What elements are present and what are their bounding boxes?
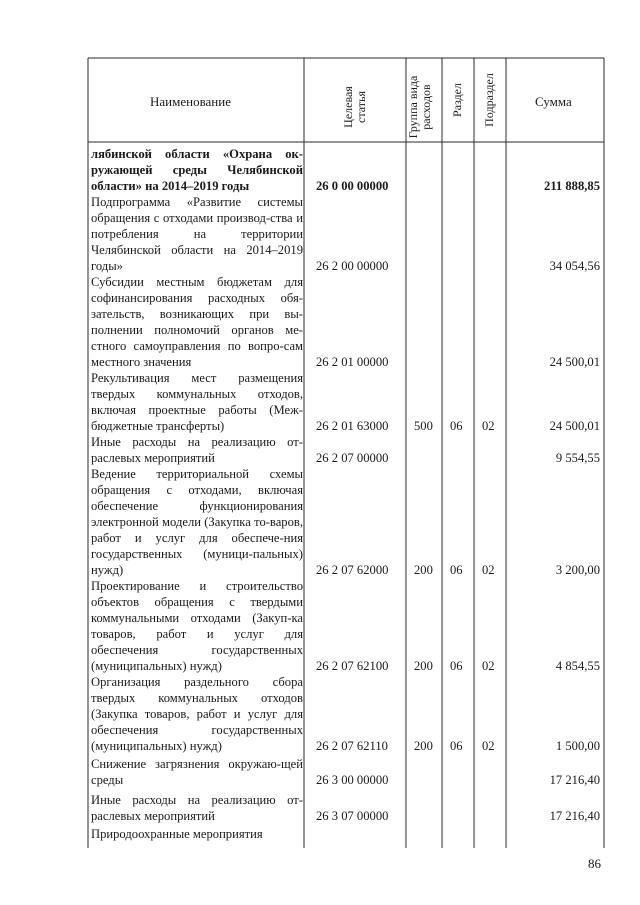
row-subsection: 02 <box>482 563 495 577</box>
row-code: 26 2 07 62000 <box>316 563 389 577</box>
row-code: 26 3 00 00000 <box>316 773 389 787</box>
row-group: 200 <box>414 739 433 753</box>
row-amount: 34 054,56 <box>549 259 600 273</box>
header-amount: Сумма <box>535 94 572 109</box>
header-name: Наименование <box>150 94 231 109</box>
row-name: Субсидии местным бюджетам для софинансирования расходных обя-зательств, возникающих при вы-полнении полномочий органов ме-стного самоуправления по вопро-сам местного значения <box>91 275 303 369</box>
row-amount: 1 500,00 <box>555 739 600 753</box>
row-amount: 9 554,55 <box>555 451 600 465</box>
row-amount: 211 888,85 <box>544 179 600 193</box>
header-target-article: Целевая статья <box>341 86 368 128</box>
row-amount: 17 216,40 <box>549 809 600 823</box>
row-code: 26 2 00 00000 <box>316 259 389 273</box>
row-section: 06 <box>450 563 463 577</box>
header-subsection: Подраздел <box>482 73 496 127</box>
row-name: Иные расходы на реализацию от-раслевых мероприятий <box>91 793 303 823</box>
header-expense-group: Группа вида расходов <box>406 75 433 139</box>
header-section: Раздел <box>450 83 464 117</box>
row-name: Снижение загрязнения окружаю-щей среды <box>91 757 303 787</box>
row-section: 06 <box>450 659 463 673</box>
row-section: 06 <box>450 419 463 433</box>
row-group: 200 <box>414 659 433 673</box>
row-amount: 24 500,01 <box>549 419 600 433</box>
row-subsection: 02 <box>482 739 495 753</box>
row-code: 26 2 01 63000 <box>316 419 389 433</box>
row-amount: 17 216,40 <box>549 773 600 787</box>
row-code: 26 3 07 00000 <box>316 809 389 823</box>
row-amount: 4 854,55 <box>555 659 600 673</box>
row-subsection: 02 <box>482 419 495 433</box>
page-number: 86 <box>588 856 601 871</box>
row-name: Иные расходы на реализацию от-раслевых мероприятий <box>91 435 303 465</box>
row-code: 26 0 00 00000 <box>316 179 389 193</box>
row-name: Проектирование и строительство объектов обращения с твердыми коммунальными отходами (Закуп-ка товаров, работ и услуг для обеспечения государственных (муниципальных) нужд) <box>91 579 303 673</box>
row-section: 06 <box>450 739 463 753</box>
row-name: лябинской области «Охрана ок-ружающей среды Челябинской области» на 2014–2019 годы <box>91 147 303 193</box>
row-name: Рекультивация мест размещения твердых коммунальных отходов, включая проектные работы (Меж-бюджетные трансферты) <box>91 371 303 433</box>
row-group: 500 <box>414 419 433 433</box>
row-code: 26 2 01 00000 <box>316 355 389 369</box>
row-code: 26 2 07 62110 <box>316 739 388 753</box>
row-name: Ведение территориальной схемы обращения с отходами, включая обеспечение функционирования электронной модели (Закупка то-варов, работ и услуг для обеспече-ния государственных (муници-пальных) нужд) <box>91 467 303 577</box>
row-name: Подпрограмма «Развитие системы обращения с отходами производ-ства и потребления на территории Челябинской области на 2014–2019 годы» <box>91 195 303 273</box>
row-code: 26 2 07 00000 <box>316 451 389 465</box>
row-name: Организация раздельного сбора твердых коммунальных отходов (Закупка товаров, работ и услуг для обеспечения государственных (муниципальных) нужд) <box>91 675 303 753</box>
row-amount: 3 200,00 <box>555 563 600 577</box>
row-amount: 24 500,01 <box>549 355 600 369</box>
row-name: Природоохранные мероприятия <box>91 827 263 841</box>
row-subsection: 02 <box>482 659 495 673</box>
row-code: 26 2 07 62100 <box>316 659 389 673</box>
row-group: 200 <box>414 563 433 577</box>
